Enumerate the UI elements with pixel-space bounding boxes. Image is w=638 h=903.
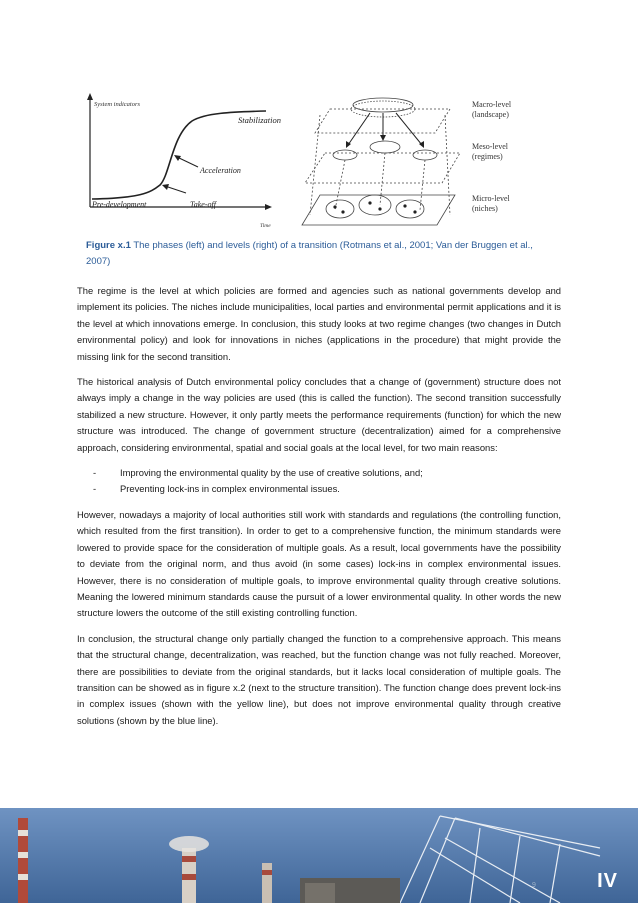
- meso-level-sub: (regimes): [472, 152, 503, 161]
- multi-level-diagram: [302, 98, 460, 225]
- figure: [80, 85, 560, 235]
- chimney-icon: [262, 863, 272, 903]
- bullet-list: [77, 465, 561, 498]
- bullet-item: - Preventing lock-ins in complex environmental issues.: [93, 481, 561, 497]
- chimney-icon: [18, 818, 28, 903]
- s-curve-chart: [87, 93, 281, 229]
- footer-banner: [0, 808, 638, 903]
- caption-label: Figure x.1: [86, 240, 131, 251]
- figure-caption: [86, 238, 556, 270]
- x-axis-label: Time: [260, 223, 271, 229]
- paragraph: The regime is the level at which policies are formed and agencies such as national governments develop and implement its policies. The niches include municipalities, local parties and environmental permit applications and it is the level at which innovations emerge. In conclusion, this study looks at two regime changes (two changes in Dutch environmental policy) and look for innovations in niches (applications in the procedure) that might provide the missing link for the second transition.: [77, 285, 561, 362]
- transition-figure: [80, 85, 560, 235]
- body-text: [77, 283, 561, 738]
- paragraph: However, nowadays a majority of local authorities still work with standards and regulations (the controlling function, which resulted from the first transition). In order to get to a comprehensive function, the minimum standards were lowered to provide space for the consideration of multiple goals. As a result, local governments have the possibility to deviate from the original norm, and thus avoid (in some cases) lock-ins in complex environmental issues. However, there is no consideration of multiple goals, to improve environmental quality through creative solutions. Meaning the lowered minimum standards cause the pursuit of a lower environmental quality. In other words the new structure lowers the outcome of the still existing controlling function.: [77, 508, 561, 619]
- predevelopment-label: Pre-development: [92, 200, 147, 209]
- footer-photo: [0, 808, 638, 903]
- micro-level-sub: (niches): [472, 204, 498, 213]
- meso-level-label: Meso-level: [472, 142, 508, 151]
- micro-level-label: Micro-level: [472, 194, 510, 203]
- page-number: 9: [532, 882, 536, 889]
- paragraph: The historical analysis of Dutch environmental policy concludes that a change of (government) structure does not always imply a change in the way policies are used (this is called the function). The second transition successfully stabilized a new structure. However, it only partly meets the performance requirements (function) for which the new structure was introduced. The change of government structure (decentralization) aimed for a comprehensive approach, considering environmental, spatial and social goals at the local level, for two main reasons:: [77, 376, 561, 453]
- y-axis-label: System indicators: [94, 101, 141, 108]
- acceleration-label: Acceleration: [200, 166, 241, 175]
- takeoff-label: Take-off: [190, 200, 216, 209]
- bullet-item: - Improving the environmental quality by the use of creative solutions, and;: [93, 465, 561, 481]
- caption-text: The phases (left) and levels (right) of a transition (Rotmans et al., 2001; Van der Bruggen et al., 2007): [86, 240, 533, 267]
- level-labels: [472, 100, 512, 213]
- macro-level-label: Macro-level: [472, 100, 512, 109]
- paragraph: In conclusion, the structural change only partially changed the function to a comprehensive approach. This means that the structural change, decentralization, was reached, but the function change was not fully reached. Moreover, there are possibilities to deviate from the original standards, but it lacks local consideration of multiple goals. The transition can be showed as in figure x.2 (next to the structure transition). The function change does prevent lock-ins in complex issues (shown with the yellow line), but does not improve environmental quality through creative solutions (shown by the blue line).: [77, 632, 561, 726]
- macro-level-sub: (landscape): [472, 110, 509, 119]
- stabilization-label: Stabilization: [238, 115, 281, 125]
- chapter-badge: IV: [597, 870, 618, 892]
